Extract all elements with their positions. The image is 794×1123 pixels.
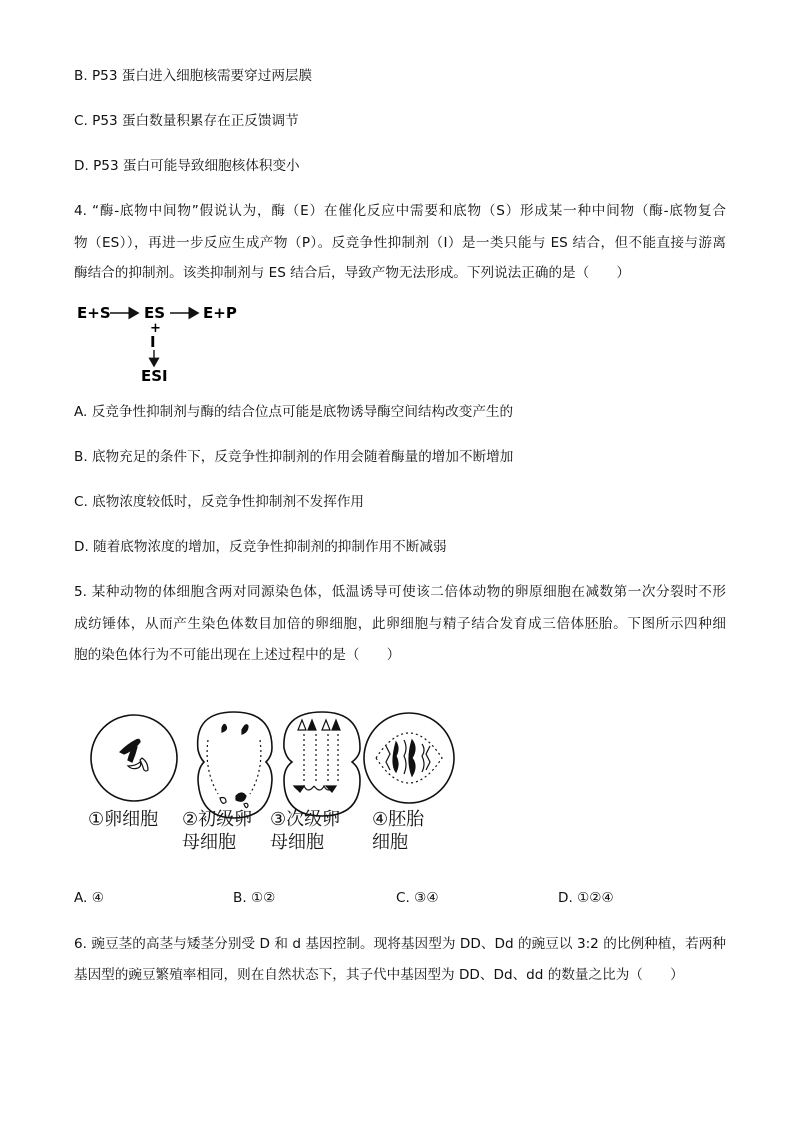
- cell-1-label-line-1: ①卵细胞: [88, 809, 159, 830]
- q5-stem-line-2: 成纺锤体，从而产生染色体数目加倍的卵细胞，此卵细胞与精子结合发育成三倍体胚胎。下图所示四种细: [74, 616, 726, 632]
- q4-stem-line-1: 4. “酶-底物中间物”假说认为，酶（E）在催化反应中需要和底物（S）形成某一种中间物（酶-底物复合: [74, 203, 726, 219]
- q4-option-c: C. 底物浓度较低时，反竞争性抑制剂不发挥作用: [74, 494, 365, 510]
- q4-stem-line-3: 酶结合的抑制剂。该类抑制剂与 ES 结合后，导致产物无法形成。下列说法正确的是（ ）: [74, 265, 631, 281]
- q3-option-c: C. P53 蛋白数量积累存在正反馈调节: [74, 113, 299, 129]
- inhibitor-label: I: [150, 333, 156, 351]
- secondary-oocyte: [284, 712, 360, 816]
- complex-label: ES: [144, 304, 166, 322]
- embryo-cell: [364, 713, 454, 803]
- q5-stem-line-3: 胞的染色体行为不可能出现在上述过程中的是（ ）: [74, 647, 401, 663]
- primary-oocyte: [198, 712, 272, 818]
- q3-option-d: D. P53 蛋白可能导致细胞核体积变小: [74, 158, 300, 174]
- q3-option-b: B. P53 蛋白进入细胞核需要穿过两层膜: [74, 68, 313, 84]
- q5-option-a: A. ④: [74, 890, 104, 906]
- esi-label: ESI: [141, 367, 168, 385]
- cell-division-figure: [84, 700, 464, 860]
- substrate-label: E+S: [77, 304, 111, 322]
- cell-4-label-line-2: 细胞: [372, 832, 408, 853]
- plus-sign: +: [150, 321, 161, 336]
- cell-4-label-line-1: ④胚胎: [372, 809, 425, 830]
- q5-option-d: D. ①②④: [558, 890, 614, 906]
- cell-2-label-line-1: ②初级卵: [182, 809, 253, 830]
- egg-cell: [91, 715, 177, 801]
- q6-stem-line-1: 6. 豌豆茎的高茎与矮茎分别受 D 和 d 基因控制。现将基因型为 DD、Dd 的豌豆以 3:2 的比例种植，若两种: [74, 936, 726, 952]
- q4-stem-line-2: 物（ES）），再进一步反应生成产物（P）。反竞争性抑制剂（I）是一类只能与 ES 结合，但不能直接与游离: [74, 235, 726, 251]
- cell-3-label-line-1: ③次级卵: [270, 809, 341, 830]
- reaction-diagram: [70, 296, 250, 386]
- cell-2-label-line-2: 母细胞: [182, 832, 236, 853]
- q5-stem-line-1: 5. 某种动物的体细胞含两对同源染色体，低温诱导可使该二倍体动物的卵原细胞在减数第一次分裂时不形: [74, 584, 726, 600]
- cell-3-label-line-2: 母细胞: [270, 832, 324, 853]
- product-label: E+P: [203, 304, 237, 322]
- q5-option-c: C. ③④: [396, 890, 439, 906]
- q4-option-a: A. 反竞争性抑制剂与酶的结合位点可能是底物诱导酶空间结构改变产生的: [74, 404, 514, 420]
- q4-option-b: B. 底物充足的条件下，反竞争性抑制剂的作用会随着酶量的增加不断增加: [74, 449, 514, 465]
- q5-option-b: B. ①②: [233, 890, 276, 906]
- q4-option-d: D. 随着底物浓度的增加，反竞争性抑制剂的抑制作用不断减弱: [74, 539, 447, 555]
- q6-stem-line-2: 基因型的豌豆繁殖率相同，则在自然状态下，其子代中基因型为 DD、Dd、dd 的数量之比为（ ）: [74, 967, 684, 983]
